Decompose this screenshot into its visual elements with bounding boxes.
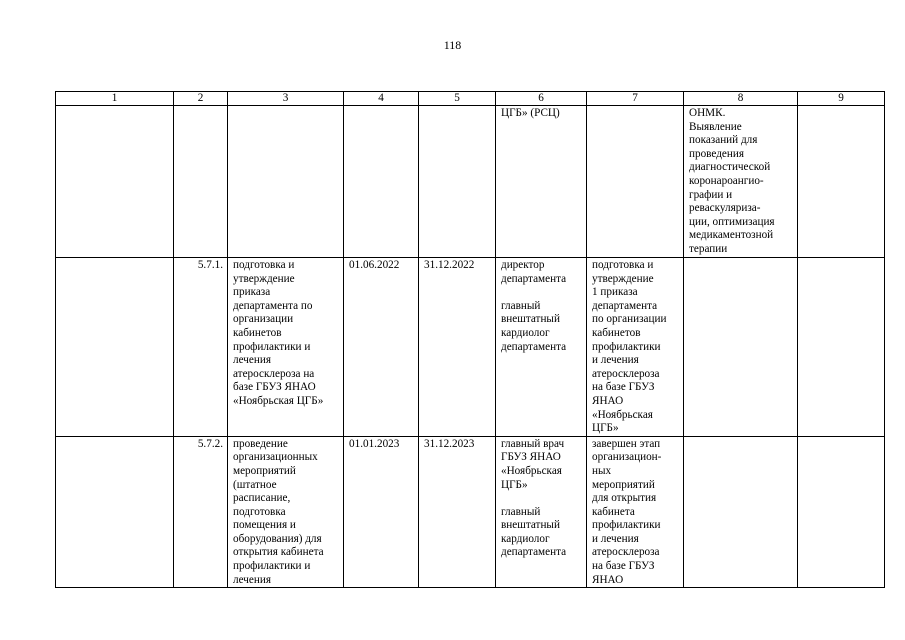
col-header-9: 9 [798,92,885,106]
col-header-7: 7 [587,92,684,106]
cell-number: 5.7.2. [174,436,228,588]
cell-number: 5.7.1. [174,258,228,437]
col-header-4: 4 [344,92,419,106]
cell-section [56,258,174,437]
cell-activity: проведение организационных мероприятий (штатное расписание, подготовка помещения и оборудования) для открытия кабинета профилактики и лечения [228,436,344,588]
cell-end-date: 31.12.2022 [419,258,496,437]
cell-section [56,436,174,588]
cell-start-date: 01.06.2022 [344,258,419,437]
col-header-3: 3 [228,92,344,106]
cell-note [798,258,885,437]
header-row [56,92,885,106]
cell-note [798,106,885,258]
cell-activity: подготовка и утверждение приказа департамента по организации кабинетов профилактики и лечения атеросклероза на базе ГБУЗ ЯНАО «Ноябрьская ЦГБ» [228,258,344,437]
table-row [56,106,885,258]
col-header-8: 8 [684,92,798,106]
page-number: 118 [443,38,462,52]
cell-start-date: 01.01.2023 [344,436,419,588]
table-row [56,436,885,588]
cell-responsible: директор департамента главный внештатный кардиолог департамента [496,258,587,437]
plan-table [55,91,885,588]
cell-indicator: ОНМК. Выявление показаний для проведения диагностической коронароангио- графии и реваскуляриза- ции, оптимизация медикаментозной терапии [684,106,798,258]
col-header-6: 6 [496,92,587,106]
cell-end-date: 31.12.2023 [419,436,496,588]
cell-number [174,106,228,258]
cell-section [56,106,174,258]
cell-indicator [684,436,798,588]
col-header-2: 2 [174,92,228,106]
cell-indicator [684,258,798,437]
cell-responsible: главный врач ГБУЗ ЯНАО «Ноябрьская ЦГБ» главный внештатный кардиолог департамента [496,436,587,588]
cell-responsible: ЦГБ» (РСЦ) [496,106,587,258]
cell-end-date [419,106,496,258]
cell-result: завершен этап организацион- ных мероприятий для открытия кабинета профилактики и лечения атеросклероза на базе ГБУЗ ЯНАО [587,436,684,588]
col-header-5: 5 [419,92,496,106]
cell-result [587,106,684,258]
cell-activity [228,106,344,258]
table-row [56,258,885,437]
col-header-1: 1 [56,92,174,106]
cell-note [798,436,885,588]
cell-start-date [344,106,419,258]
cell-result: подготовка и утверждение 1 приказа департамента по организации кабинетов профилактики и лечения атеросклероза на базе ГБУЗ ЯНАО «Ноябрьская ЦГБ» [587,258,684,437]
